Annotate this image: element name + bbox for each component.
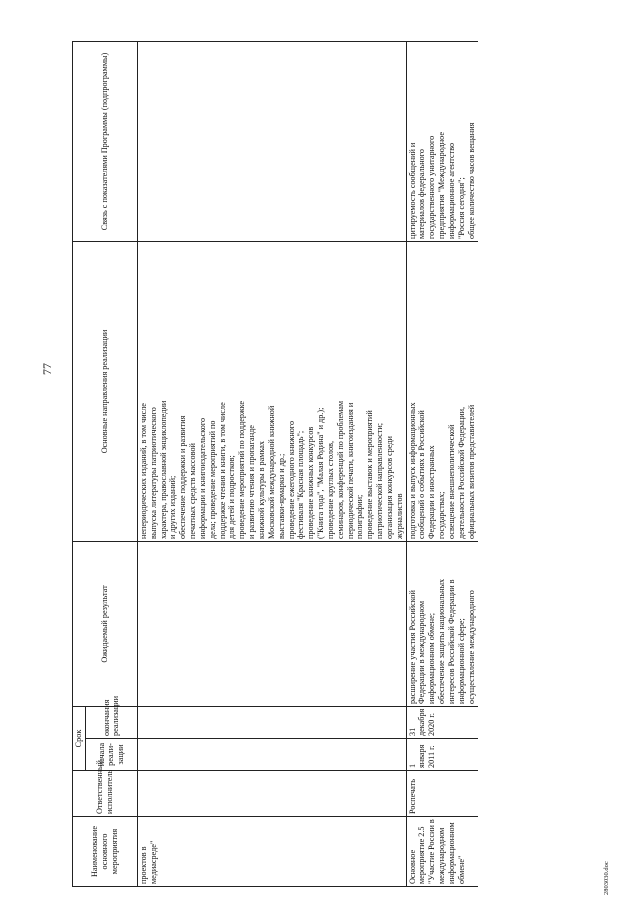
header-directions: Основные направления реализации	[73, 241, 138, 541]
text-line: общее количество часов вещания	[466, 122, 476, 239]
text-line: информации и книгоиздательского	[197, 417, 207, 539]
text-line: интересов Российской Федерации в	[447, 579, 456, 704]
text-line: непериодических изданий, в том числе	[138, 403, 148, 539]
text-line: обеспечение защиты национальных	[437, 578, 447, 704]
row1-directions	[137, 241, 406, 541]
text-line: семинаров, конференций по проблемам	[335, 400, 345, 539]
text-line: осуществление международного	[466, 590, 476, 704]
footer-filename: 2803030.doc	[603, 861, 610, 895]
text-line: обмене"	[456, 855, 466, 884]
header-result: Ожидаемый результат	[73, 541, 138, 706]
text-line: проведение мероприятий по поддержке	[237, 400, 247, 539]
text-line: государствах;	[437, 491, 447, 539]
row1-executor	[137, 771, 406, 817]
text-line: и развитию чтения и пропаганде	[247, 425, 257, 539]
text-line: ("Книга года", "Малая Родина" и др.);	[316, 407, 326, 539]
text-line: цитируемость сообщений и	[407, 142, 417, 239]
text-line: Федерации в международном	[417, 600, 427, 704]
header-executor: Ответственный исполнитель	[73, 771, 138, 817]
header-start: начала реали-зации	[85, 739, 137, 771]
text-line: выставки-ярмарки и др.;	[276, 453, 286, 539]
text-line: официальных визитов представителей	[466, 404, 476, 539]
text-line: информационное агентство	[447, 142, 456, 239]
row2-result	[406, 541, 477, 706]
text-line: информационном обмене;	[427, 613, 437, 704]
text-line: фестиваля "Красная площадь";	[296, 430, 306, 539]
text-line: книжной культуры в рамках	[256, 440, 266, 539]
text-line: материалов федерального	[417, 148, 427, 239]
text-line: патриотической направленности;	[375, 422, 385, 539]
row2-start: 1 января 2011 г.	[406, 739, 477, 771]
header-term: Срок	[73, 706, 86, 770]
row2-activity	[406, 817, 477, 887]
row1-link	[137, 41, 406, 241]
text-line: предприятия "Международное	[437, 132, 447, 239]
text-line: международном	[437, 827, 447, 884]
text-line: проведение круглых столов,	[325, 440, 335, 539]
text-line: мероприятие 2.5	[417, 826, 427, 884]
row2-link	[406, 41, 477, 241]
text-line: организация конкурсов среди	[384, 436, 394, 539]
text-line: периодической печати, книгоиздания и	[345, 402, 355, 539]
text-line: медиасреде"	[148, 840, 158, 884]
row2-executor: Роспечать	[406, 771, 477, 817]
text-line: информационном	[447, 822, 456, 884]
row1-result	[137, 541, 406, 706]
text-line: и других изданий;	[168, 475, 178, 539]
text-line: полиграфии;	[355, 494, 365, 539]
text-line: выпуска литературы патриотического	[148, 407, 158, 539]
text-line: Основное	[407, 849, 417, 884]
row1-start	[137, 739, 406, 771]
row1-end	[137, 706, 406, 738]
text-line: для детей и подростков;	[227, 455, 237, 539]
text-line: проведение книжных конкурсов	[306, 426, 316, 539]
page-number: 77	[40, 363, 54, 375]
text-line: обеспечение поддержки и развития	[178, 415, 188, 539]
text-line: "Участие России в	[427, 819, 437, 884]
text-line: государственного унитарного	[427, 135, 437, 239]
header-end: окончания реализации	[85, 706, 137, 738]
text-line: проектов в	[138, 846, 148, 884]
text-line: характера, православной энциклопедии	[158, 400, 168, 539]
text-line: поддержке чтения и книги, в том числе	[217, 402, 227, 539]
text-line: информационной сфере;	[456, 618, 466, 704]
text-line: Федерации и иностранных	[427, 445, 437, 539]
text-line: расширение участия Российской	[407, 590, 417, 704]
header-link: Связь с показателями Программы (подпрограммы)	[73, 41, 138, 241]
text-line: освещение внешнеполитической	[447, 424, 456, 539]
text-line: деятельности Российской Федерации,	[456, 406, 466, 539]
text-line: журналистов	[394, 493, 404, 539]
table-row	[137, 41, 406, 886]
text-line: подготовка и выпуск информационных	[407, 402, 417, 539]
text-line: дела; проведение мероприятий по	[207, 420, 217, 539]
text-line: проведение выставок и мероприятий	[365, 410, 375, 539]
text-line: "Россия сегодня";	[456, 177, 466, 239]
activities-table	[72, 41, 478, 887]
row2-end: 31 декабря 2020 г.	[406, 706, 477, 738]
text-line: Московской международной книжной	[266, 405, 276, 539]
row2-directions	[406, 241, 477, 541]
rotated-table-wrapper	[72, 42, 572, 887]
text-line: проведение ежегодного книжного	[286, 420, 296, 539]
text-line: печатных средств массовой	[188, 443, 198, 539]
text-line: сообщений о событиях в Российской	[417, 410, 427, 539]
table-row	[406, 41, 477, 886]
row1-activity	[137, 817, 406, 887]
header-activity: Наименование основного мероприятия	[73, 817, 138, 887]
